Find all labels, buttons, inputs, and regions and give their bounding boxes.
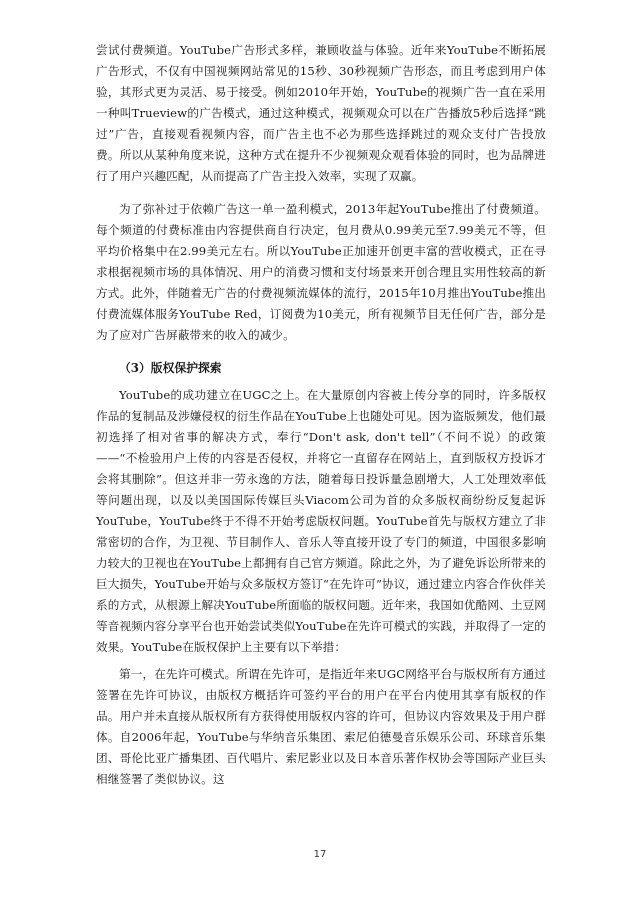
paragraph-paid-channels: 为了弥补过于依赖广告这一单一盈利模式，2013年起YouTube推出了付费频道。每个频道的付费标准由内容提供商自行决定，包月费从0.99美元至7.99美元不等，但平均价格集中在2.99美元左右。所以YouTube正加速开创更丰富的营收模式，正在寻求根据视频市场的具体情况、用户的消费习惯和支付场景来开创合理且实用性较高的新方式。此外，伴随着无广告的付费视频流媒体的流行，2015年10月推出YouTube推出付费流媒体服务YouTube Red，订阅费为10美元，所有视频节目无任何广告，部分是为了应对广告屏蔽带来的收入的减少。	[96, 202, 546, 342]
paragraph-ad-formats: 尝试付费频道。YouTube广告形式多样，兼顾收益与体验。近年来YouTube不断拓展广告形式，不仅有中国视频网站常见的15秒、30秒视频广告形态，而且考虑到用户体验，其形式更为灵活、易于接受。例如2010年开始，YouTube的视频广告一直在采用一种叫Trueview的广告模式，通过这种模式，视频观众可以在广告播放5秒后选择“跳过”广告，直接观看视频内容，而广告主也不必为那些选择跳过的观众支付广告投放费。所以从某种角度来说，这种方式在提升不少视频观众观看体验的同时，也为品牌进行了用户兴趣匹配，从而提高了广告主投入效率，实现了双赢。	[96, 43, 546, 183]
paragraph-prior-license: 第一，在先许可模式。所谓在先许可，是指近年来UGC网络平台与版权所有方通过签署在先许可协议，由版权方概括许可签约平台的用户在平台内使用其享有版权的作品。用户并未直接从版权所有方获得使用版权内容的许可，但协议内容效果及于用户群体。自2006年起，YouTube与华纳音乐集团、索尼伯德曼音乐娱乐公司、环球音乐集团、哥伦比亚广播集团、百代唱片、索尼影业以及日本音乐著作权协会等国际产业巨头相继签署了类似协议。这	[96, 667, 546, 786]
page-number: 17	[313, 849, 327, 860]
paragraph-copyright-ugc: YouTube的成功建立在UGC之上。在大量原创内容被上传分享的同时，许多版权作品的复制品及涉嫌侵权的衍生作品在YouTube上也随处可见。因为盗版频发，他们最初选择了相对省事的解决方式，奉行“Don't ask, don't tell”（不问不说）的政策——“不检验用户上传的内容是否侵权，并将它一直留存在网站上，直到版权方投诉才会将其删除”。但这并非一劳永逸的方法，随着每日投诉量急剧增大，人工处理效率低等问题出现，以及以美国国际传媒巨头Viacom公司为首的众多版权商纷纷反复起诉YouTube，YouTube终于不得不开始考虑版权问题。YouTube首先与版权方建立了非常密切的合作，为卫视、节目制作人、音乐人等直接开设了专门的频道，中国很多影响力较大的卫视也在YouTube上都拥有自己官方频道。除此之外，为了避免诉讼所带来的巨大损失，YouTube开始与众多版权方签订“在先许可”协议，通过建立内容合作伙伴关系的方式，从根源上解决YouTube所面临的版权问题。近年来，我国如优酷网、土豆网等音视频内容分享平台也开始尝试类似YouTube在先许可模式的实践，并取得了一定的效果。YouTube在版权保护上主要有以下举措：	[96, 388, 546, 654]
page-body	[96, 40, 546, 790]
section-heading-copyright: （3）版权保护探索	[119, 361, 222, 375]
paragraph-gap	[96, 187, 546, 199]
paragraph-gap	[96, 346, 546, 358]
